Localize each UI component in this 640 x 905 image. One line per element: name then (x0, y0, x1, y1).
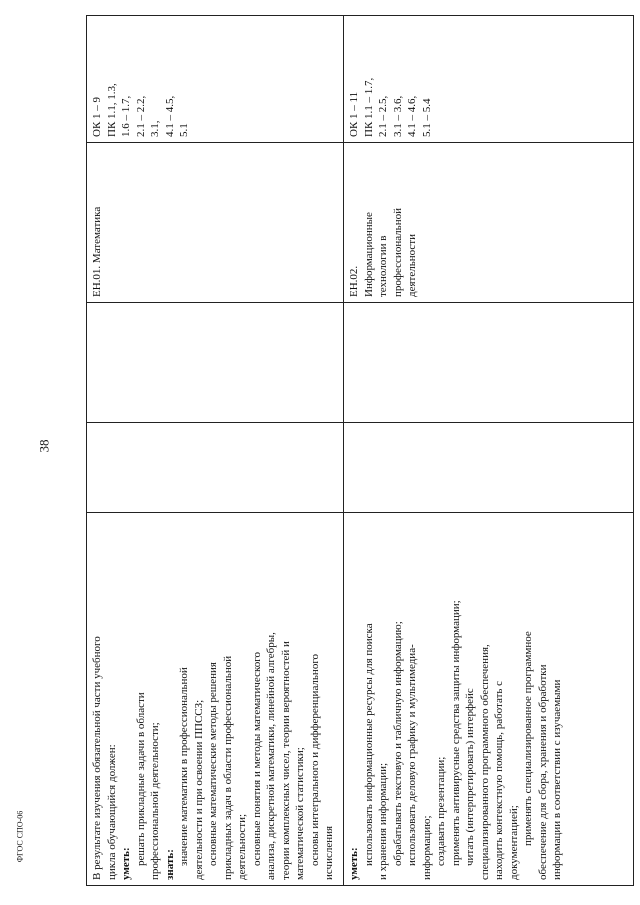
table-row (344, 16, 634, 886)
text-line: применять специализированное программное (522, 631, 535, 846)
competency-code: 5.1 – 5.4 (420, 98, 433, 137)
text-line: создавать презентации; (435, 756, 448, 866)
text-line: документацией; (507, 805, 520, 880)
text-line: обрабатывать текстовую и табличную информацию; (391, 621, 404, 866)
text-line: решать прикладные задачи в области (134, 692, 147, 866)
competency-code: ПК 1.1, 1.3, (105, 83, 118, 137)
text-line: применять антивирусные средства защиты информации; (449, 600, 462, 866)
text-line: специализированного программного обеспечения, (478, 644, 491, 880)
text-line: деятельности и при освоении ППССЗ; (192, 699, 205, 880)
curriculum-table (86, 15, 634, 886)
text-line: обеспечение для сбора, хранения и обработки (536, 664, 549, 880)
text-line: читать (интерпретировать) интерфейс (464, 688, 477, 866)
text-line: основные математические методы решения (207, 662, 220, 866)
page-number: 38 (36, 439, 52, 453)
competency-code: 1.6 – 1.7, (120, 95, 133, 137)
text-line: основы интегрального и дифференциального (308, 653, 321, 866)
competencies-cell (87, 16, 344, 143)
section-label: уметь: (120, 847, 133, 880)
description-cell (344, 513, 634, 886)
text-line: прикладных задач в области профессиональной (221, 655, 234, 880)
footer-code: ФГОС СПО-06 (15, 810, 25, 863)
text-line: деятельности; (236, 813, 249, 880)
empty-cell (344, 423, 634, 513)
text-line: профессиональной деятельности; (149, 722, 162, 880)
text-line: цикла обучающийся должен: (105, 744, 118, 880)
description-cell (87, 513, 344, 886)
competency-code: ПК 1.1 – 1.7, (362, 77, 375, 137)
discipline-name: деятельности (406, 234, 419, 297)
text-line: анализа, дискретной математики, линейной алгебры, (265, 632, 278, 880)
text-line: использовать информационные ресурсы для поиска (362, 623, 375, 866)
discipline-cell (87, 143, 344, 303)
text-line: и хранения информации; (377, 762, 390, 880)
empty-cell (344, 303, 634, 423)
discipline-name: ЕН.02. (348, 265, 360, 297)
competency-code: 5.1 (178, 123, 191, 137)
discipline-name: технологии в (377, 235, 390, 297)
text-line: использовать деловую графику и мультимедиа- (406, 644, 419, 866)
empty-cell (87, 303, 344, 423)
competency-code: 3.1, (149, 120, 162, 137)
rotated-table-area (86, 16, 623, 886)
text-line: основные понятия и методы математического (250, 652, 263, 866)
section-label: уметь: (348, 847, 360, 880)
competency-code: ОК 1 – 11 (348, 91, 360, 137)
competency-code: 4.1 – 4.6, (406, 95, 419, 137)
discipline-name: ЕН.01. Математика (91, 206, 103, 297)
competency-code: 2.1 – 2.5, (377, 95, 390, 137)
empty-cell (87, 423, 344, 513)
competency-code: ОК 1 – 9 (91, 96, 103, 137)
text-line: находить контекстную помощь, работать с (493, 680, 506, 880)
text-line: исчисления (323, 825, 336, 880)
discipline-name: профессиональной (391, 208, 404, 297)
table-row (87, 16, 344, 886)
competency-code: 2.1 – 2.2, (134, 95, 147, 137)
competency-code: 4.1 – 4.5, (163, 95, 176, 137)
text-line: информацию; (420, 815, 433, 880)
discipline-name: Информационные (362, 212, 375, 297)
text-line: теории комплексных чисел, теории вероятностей и (279, 641, 292, 880)
text-line: значение математики в профессиональной (178, 667, 191, 866)
competency-code: 3.1 – 3.6, (391, 95, 404, 137)
section-label: знать: (163, 849, 176, 880)
text-line: математической статистики; (294, 747, 307, 880)
discipline-cell (344, 143, 634, 303)
text-line: информации в соответствии с изучаемыми (551, 679, 564, 880)
text-line: В результате изучения обязательной части учебного (91, 636, 103, 880)
competencies-cell (344, 16, 634, 143)
